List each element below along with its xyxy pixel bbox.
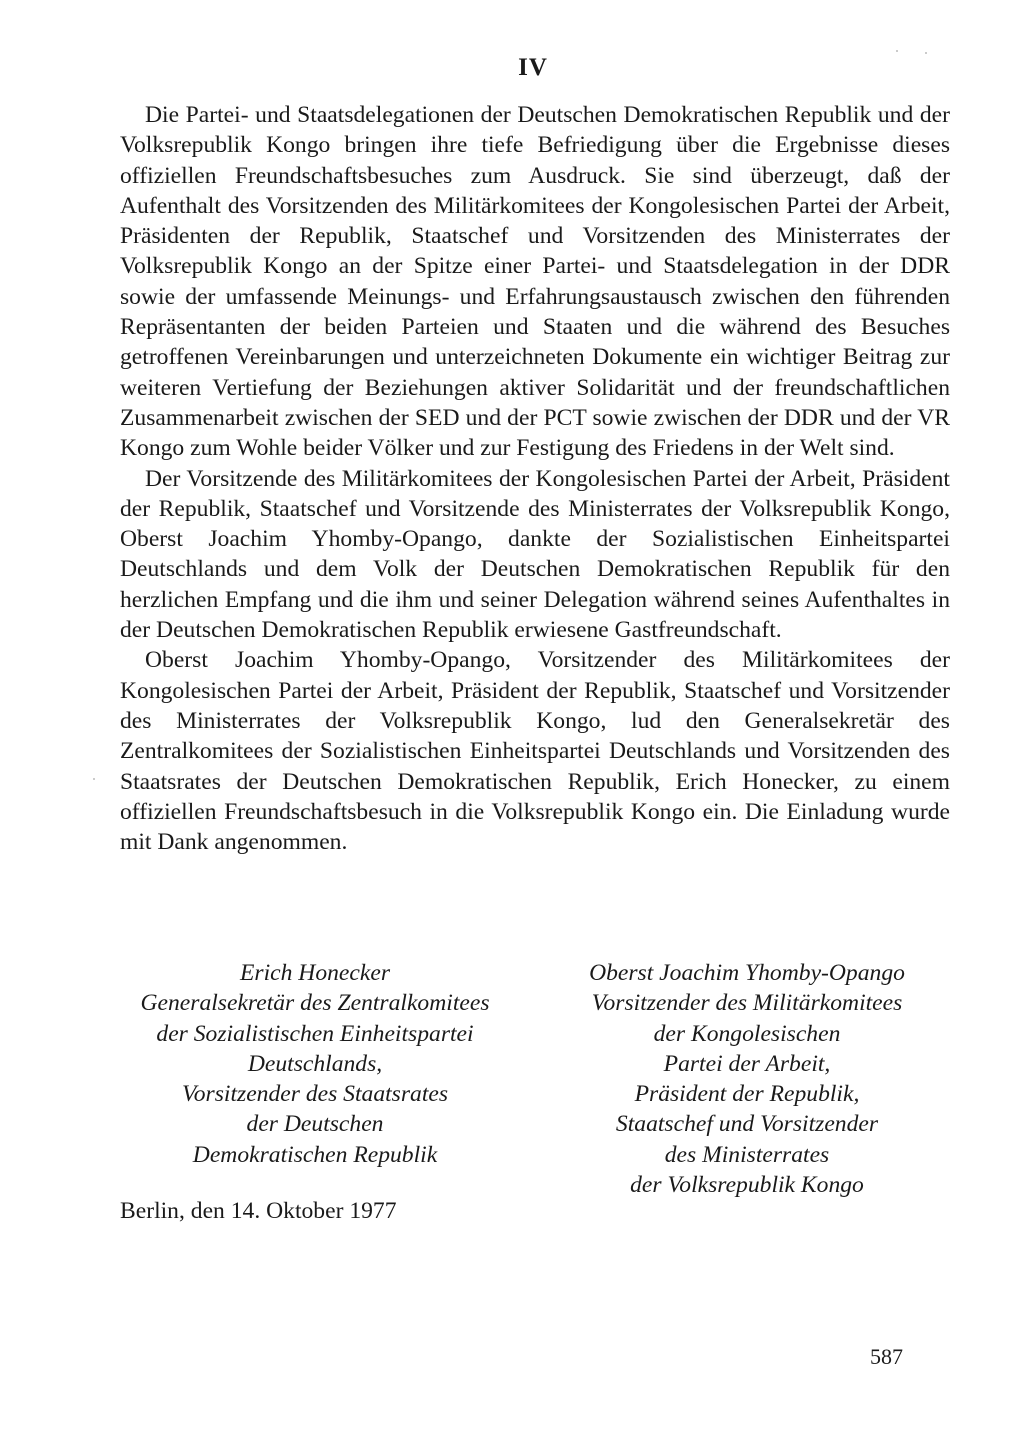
section-heading: IV bbox=[518, 54, 548, 81]
scan-speck bbox=[93, 778, 95, 780]
signature-line: Präsident der Republik, bbox=[634, 1081, 860, 1108]
signature-line: der Volksrepublik Kongo bbox=[630, 1172, 864, 1199]
paragraph-3: Oberst Joachim Yhomby-Opango, Vorsitzender des Militärkomitees der Kongolesischen Partei der Arbeit, Präsident der Republik, Staatschef und Vorsitzender des Ministerrates der Volksrepublik Kongo, lud den Generalsekretär des Zentralkomitees der Sozialistischen Einheitspartei Deutschlands und Vorsitzenden des Staatsrates der Deutschen Demokratischen Republik, Erich Honecker, zu einem offiziellen Freundschaftsbesuch in die Volksrepublik Kongo ein. Die Einladung wurde mit Dank angenommen. bbox=[120, 647, 950, 856]
signature-line: Oberst Joachim Yhomby-Opango bbox=[589, 960, 905, 986]
signature-line: Partei der Arbeit, bbox=[663, 1050, 831, 1077]
body-text bbox=[120, 100, 950, 857]
signature-block-yhomby-opango bbox=[547, 958, 947, 1200]
scan-speck bbox=[896, 50, 898, 52]
signature-line: Demokratischen Republik bbox=[192, 1141, 438, 1168]
signature-line: Vorsitzender des Staatsrates bbox=[181, 1081, 449, 1108]
signature-line: des Ministerrates bbox=[664, 1141, 830, 1168]
signature-line: Generalsekretär des Zentralkomitees bbox=[140, 990, 490, 1017]
place-date: Berlin, den 14. Oktober 1977 bbox=[120, 1198, 397, 1224]
signature-line: Vorsitzender des Militärkomitees bbox=[591, 990, 903, 1017]
signature-block-honecker bbox=[115, 958, 515, 1170]
scan-speck bbox=[925, 52, 927, 54]
paragraph-2: Der Vorsitzende des Militärkomitees der Kongolesischen Partei der Arbeit, Präsident der Republik, Staatschef und Vorsitzende des Ministerrates der Volksrepublik Kongo, Oberst Joachim Yhomby-Opango, dankte der Sozialistischen Einheitspartei Deutschlands und dem Volk der Deutschen Demokratischen Republik für den herzlichen Empfang und die ihm und seiner Delegation während seines Aufenthaltes in der Deutschen Demokratischen Republik erwiesene Gastfreundschaft. bbox=[120, 465, 950, 644]
paragraph-1: Die Partei- und Staatsdelegationen der Deutschen Demokratischen Republik und der Volksrepublik Kongo bringen ihre tiefe Befriedigung über die Ergebnisse dieses offiziellen Freundschaftsbesuches zum Ausdruck. Sie sind überzeugt, daß der Aufenthalt des Vorsitzenden des Militärkomitees der Kongolesischen Partei der Arbeit, Präsidenten der Republik, Staatschef und Vorsitzenden des Ministerrates der Volksrepublik Kongo an der Spitze einer Partei- und Staatsdelegation in der DDR sowie der umfassende Meinungs- und Erfahrungsaustausch zwischen den führenden Repräsentanten der beiden Parteien und Staaten und die während des Besuches getroffenen Vereinbarungen und unterzeichneten Dokumente ein wichtiger Beitrag zur weiteren Vertiefung der Beziehungen aktiver Solidarität und der freundschaftlichen Zusammenarbeit zwischen der SED und der PCT sowie zwischen der DDR und der VR Kongo zum Wohle beider Völker und zur Festigung des Friedens in der Welt sind. bbox=[120, 102, 950, 462]
signature-line: Deutschlands, bbox=[247, 1050, 383, 1077]
signature-line: der Deutschen bbox=[246, 1111, 384, 1138]
signature-line: der Kongolesischen bbox=[653, 1020, 841, 1047]
signature-line: Staatschef und Vorsitzender bbox=[615, 1111, 879, 1138]
signature-line: Erich Honecker bbox=[239, 960, 391, 986]
page-number: 587 bbox=[870, 1344, 903, 1369]
signature-line: der Sozialistischen Einheitspartei bbox=[156, 1020, 474, 1047]
